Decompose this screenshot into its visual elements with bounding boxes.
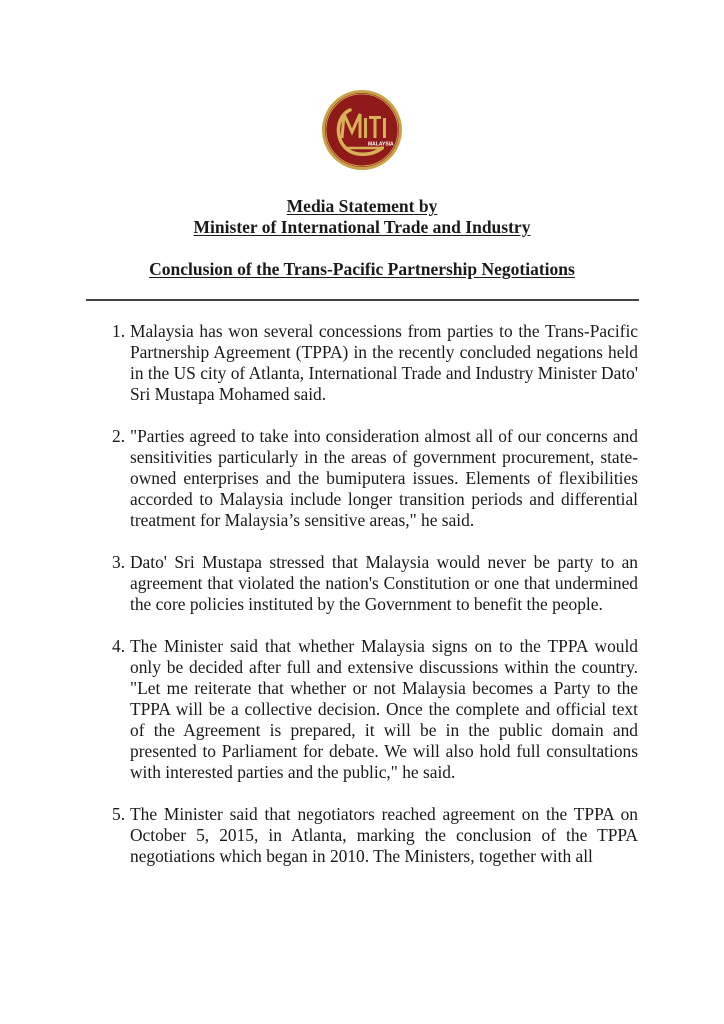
miti-emblem-icon: [320, 88, 404, 172]
paragraph-number: 4.: [112, 636, 126, 656]
statement-title-line2: Minister of International Trade and Industry: [193, 217, 531, 237]
paragraph-text: The Minister said that whether Malaysia signs on to the TPPA would only be decided after full and extensive discussions within the country. "Let me reiterate that whether or not Malaysia becomes a Party to the TPPA will be a collective decision. Once the complete and official text of the Agreement is prepared, it will be in the public domain and presented to Parliament for debate. We will also hold full consultations with interested parties and the public," he said.: [130, 636, 638, 782]
paragraph-text: Malaysia has won several concessions from parties to the Trans-Pacific Partnership Agreement (TPPA) in the recently concluded negations held in the US city of Atlanta, International Trade and Industry Minister Dato' Sri Mustapa Mohamed said.: [130, 321, 638, 404]
paragraph-item: [100, 804, 638, 867]
statement-title-line1: Media Statement by: [286, 196, 438, 216]
paragraph-text: "Parties agreed to take into consideration almost all of our concerns and sensitivities particularly in the areas of government procurement, state-owned enterprises and the bumiputera issues. Elements of flexibilities accorded to Malaysia include longer transition periods and differential treatment for Malaysia’s sensitive areas," he said.: [130, 426, 638, 530]
paragraph-text: Dato' Sri Mustapa stressed that Malaysia would never be party to an agreement that violated the nation's Constitution or one that undermined the core policies instituted by the Government to benefit the people.: [130, 552, 638, 614]
miti-logo: [320, 88, 404, 172]
paragraph-item: [100, 321, 638, 405]
paragraph-number: 3.: [112, 552, 126, 572]
statement-subtitle: Conclusion of the Trans-Pacific Partnership Negotiations: [149, 259, 575, 279]
paragraph-number: 1.: [112, 321, 126, 341]
horizontal-divider: [86, 299, 639, 301]
paragraph-number: 5.: [112, 804, 126, 824]
paragraph-text: The Minister said that negotiators reached agreement on the TPPA on October 5, 2015, in Atlanta, marking the conclusion of the TPPA negotiations which began in 2010. The Ministers, together with all: [130, 804, 638, 866]
paragraph-list: [100, 321, 638, 888]
paragraph-item: [100, 636, 638, 783]
paragraph-item: [100, 426, 638, 531]
paragraph-item: [100, 552, 638, 615]
paragraph-number: 2.: [112, 426, 126, 446]
logo-text: MALAYSIA: [368, 141, 394, 148]
